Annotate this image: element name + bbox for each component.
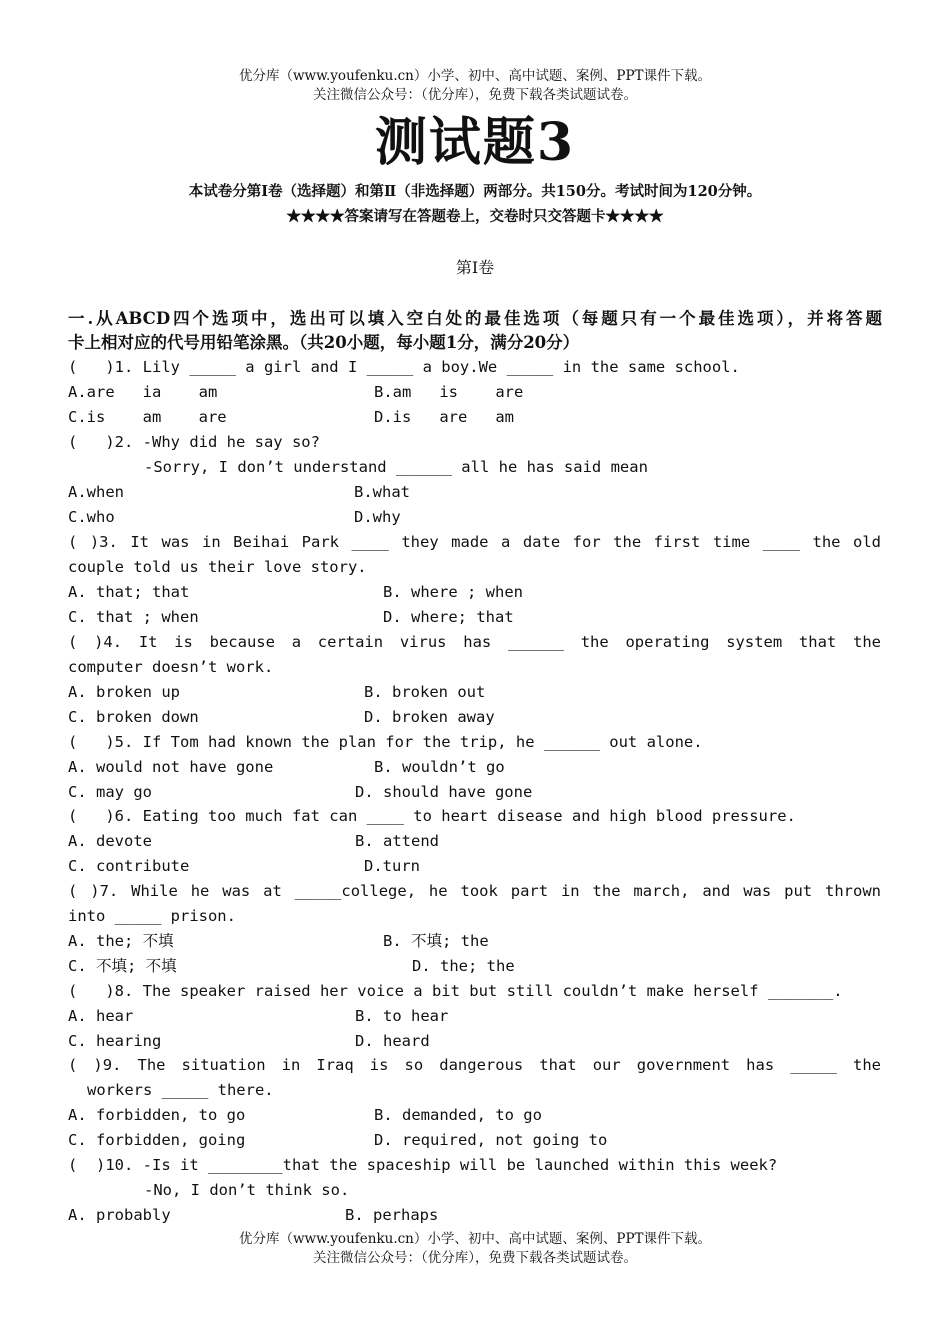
question-4-stem-line-2: computer doesn’t work. [68, 658, 274, 676]
question-9-option-c: C. forbidden, going [68, 1131, 246, 1149]
question-6-option-b: B. attend [355, 832, 439, 850]
question-6-option-a: A. devote [68, 832, 152, 850]
answer-notice: ★★★★答案请写在答题卷上，交卷时只交答题卡★★★★ [286, 208, 664, 225]
question-8-option-d: D. heard [355, 1032, 430, 1050]
question-3-stem: ( )3. It was in Beihai Park ____ they made a date for the first time ____ the old [68, 533, 881, 551]
header-line-2: 关注微信公众号：（优分库），免费下载各类试题试卷。 [313, 87, 637, 103]
volume-label: 第Ⅰ卷 [455, 258, 495, 277]
question-6-stem: ( )6. Eating too much fat can ____ to heart disease and high blood pressure. [68, 807, 796, 825]
header-line-1: 优分库（www.youfenku.cn）小学、初中、高中试题、案例、PPT课件下载。 [238, 68, 712, 84]
question-2-option-c: C.who [68, 508, 115, 526]
question-5-option-a: A. would not have gone [68, 758, 274, 776]
question-7-option-c: C. 不填; 不填 [68, 957, 177, 975]
footer-line-2: 关注微信公众号：（优分库），免费下载各类试题试卷。 [313, 1250, 637, 1266]
question-5-option-c: C. may go [68, 783, 152, 801]
question-4-option-b: B. broken out [364, 683, 486, 701]
question-2-stem: ( )2. -Why did he say so? [68, 433, 320, 451]
question-2-option-d: D.why [354, 508, 401, 526]
question-3-option-a: A. that; that [68, 583, 190, 601]
question-1-option-b: B.am is are [374, 383, 524, 401]
question-4-stem: ( )4. It is because a certain virus has ______ the operating system that the [68, 633, 881, 651]
question-2-stem-line-2: -Sorry, I don’t understand ______ all he has said mean [144, 458, 648, 476]
question-2-option-b: B.what [354, 483, 410, 501]
question-7-stem: ( )7. While he was at _____college, he took part in the march, and was put thrown [68, 882, 881, 900]
question-10-option-a: A. probably [68, 1206, 171, 1224]
question-10-stem-line-2: -No, I don’t think so. [144, 1181, 350, 1199]
question-7-option-b: B. 不填; the [383, 932, 489, 950]
question-7-stem-line-2: into _____ prison. [68, 907, 236, 925]
exam-instructions: 本试卷分第Ⅰ卷（选择题）和第Ⅱ（非选择题）两部分。共150分。考试时间为120分钟。 [188, 183, 762, 200]
question-5-stem: ( )5. If Tom had known the plan for the trip, he ______ out alone. [68, 733, 703, 751]
question-5-option-d: D. should have gone [355, 783, 533, 801]
question-1-option-a: A.are ia am [68, 383, 218, 401]
question-3-stem-line-2: couple told us their love story. [68, 558, 367, 576]
question-6-option-c: C. contribute [68, 857, 190, 875]
question-4-option-c: C. broken down [68, 708, 199, 726]
question-1-option-c: C.is am are [68, 408, 227, 426]
question-2-option-a: A.when [68, 483, 124, 501]
question-8-option-c: C. hearing [68, 1032, 162, 1050]
footer-line-1: 优分库（www.youfenku.cn）小学、初中、高中试题、案例、PPT课件下载。 [238, 1231, 712, 1247]
question-3-option-d: D. where; that [383, 608, 514, 626]
question-7-option-d: D. the; the [412, 957, 515, 975]
question-9-stem-line-2: workers _____ there. [87, 1081, 274, 1099]
question-9-stem: ( )9. The situation in Iraq is so dangerous that our government has _____ the [68, 1056, 881, 1074]
question-1-stem: ( )1. Lily _____ a girl and I _____ a boy.We _____ in the same school. [68, 358, 740, 376]
question-6-option-d: D.turn [364, 857, 420, 875]
question-8-stem: ( )8. The speaker raised her voice a bit but still couldn’t make herself _______. [68, 982, 843, 1000]
question-7-option-a: A. the; 不填 [68, 932, 174, 950]
question-10-option-b: B. perhaps [345, 1206, 439, 1224]
question-5-option-b: B. wouldn’t go [374, 758, 505, 776]
question-9-option-d: D. required, not going to [374, 1131, 608, 1149]
question-1-option-d: D.is are am [374, 408, 514, 426]
question-4-option-d: D. broken away [364, 708, 495, 726]
question-4-option-a: A. broken up [68, 683, 180, 701]
question-8-option-a: A. hear [68, 1007, 134, 1025]
question-9-option-a: A. forbidden, to go [68, 1106, 246, 1124]
question-3-option-c: C. that ; when [68, 608, 199, 626]
section-heading-line-1: 一.从ABCD四个选项中，选出可以填入空白处的最佳选项（每题只有一个最佳选项），并将答题 [68, 309, 882, 328]
page-title: 测试题3 [374, 112, 576, 173]
question-10-stem: ( )10. -Is it ________that the spaceship will be launched within this week? [68, 1156, 778, 1174]
section-heading-line-2: 卡上相对应的代号用铅笔涂黑。（共20小题，每小题1分，满分20分） [68, 333, 580, 352]
question-3-option-b: B. where ; when [383, 583, 523, 601]
question-9-option-b: B. demanded, to go [374, 1106, 542, 1124]
question-8-option-b: B. to hear [355, 1007, 449, 1025]
